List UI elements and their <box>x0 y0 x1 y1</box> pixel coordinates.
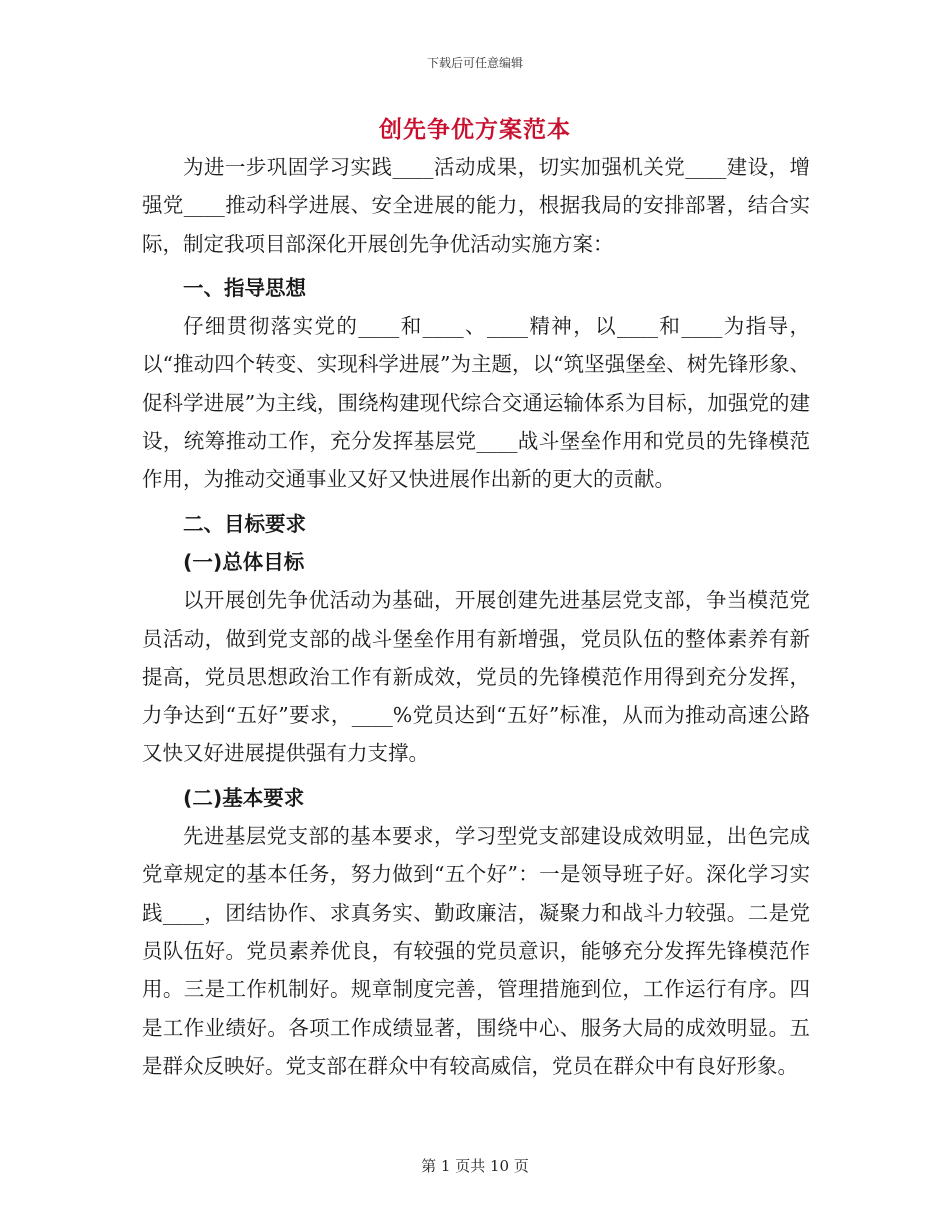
document-body <box>142 148 810 1085</box>
section-heading-goals-requirements: 二、目标要求 <box>183 511 306 536</box>
guiding-ideology-paragraph: 仔细贯彻落实党的____和____、____精神，以____和____为指导，以“推动四个转变、实现科学进展”为主题，以“筑坚强堡垒、树先锋形象、促科学进展”为主线，围绕构建现代综合交通运输体系为目标，加强党的建设，统筹推动工作，充分发挥基层党____战斗堡垒作用和党员的先锋模范作用，为推动交通事业又好又快进展作出新的更大的贡献。 <box>142 314 810 492</box>
document-title: 创先争优方案范本 <box>379 116 571 143</box>
overall-goal-paragraph: 以开展创先争优活动为基础，开展创建先进基层党支部，争当模范党员活动，做到党支部的战斗堡垒作用有新增强，党员队伍的整体素养有新提高，党员思想政治工作有新成效，党员的先锋模范作用得到充分发挥，力争达到“五好”要求，____%党员达到“五好”标准，从而为推动高速公路又快又好进展提供强有力支撑。 <box>142 588 810 766</box>
header-note: 下载后可任意编辑 <box>426 56 523 70</box>
subsection-heading-overall-goal: (一)总体目标 <box>183 549 305 574</box>
basic-requirements-paragraph: 先进基层党支部的基本要求，学习型党支部建设成效明显，出色完成党章规定的基本任务，努力做到“五个好”：一是领导班子好。深化学习实践____，团结协作、求真务实、勤政廉洁，凝聚力和战斗力较强。二是党员队伍好。党员素养优良，有较强的党员意识，能够充分发挥先锋模范作用。三是工作机制好。规章制度完善，管理措施到位，工作运行有序。四是工作业绩好。各项工作成绩显著，围绕中心、服务大局的成效明显。五是群众反映好。党支部在群众中有较高威信，党员在群众中有良好形象。 <box>142 824 810 1078</box>
subsection-heading-basic-requirements: (二)基本要求 <box>183 785 305 810</box>
section-heading-guiding-ideology: 一、指导思想 <box>183 275 306 300</box>
intro-paragraph: 为进一步巩固学习实践____活动成果，切实加强机关党____建设，增强党____推动科学进展、安全进展的能力，根据我局的安排部署，结合实际，制定我项目部深化开展创先争优活动实施方案： <box>142 155 810 256</box>
page-number-footer: 第 1 页共 10 页 <box>421 1157 529 1175</box>
